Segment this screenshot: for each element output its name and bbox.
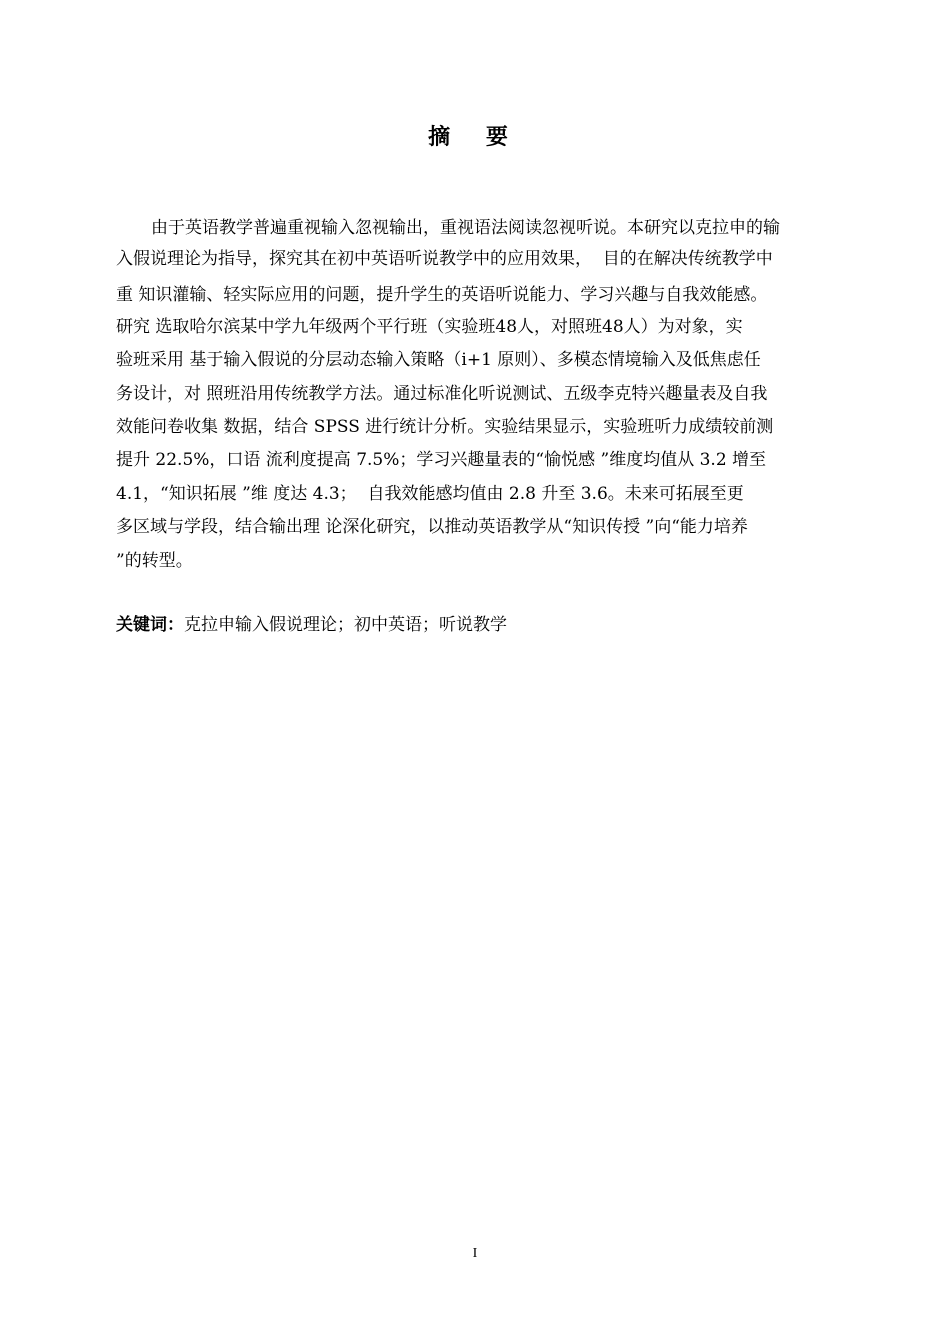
- abstract-line: 效能问卷收集 数据，结合 SPSS 进行统计分析。实验结果显示，实验班听力成绩较前测: [116, 417, 774, 437]
- abstract-line: 入假说理论为指导，探究其在初中英语听说教学中的应用效果， 目的在解决传统教学中: [116, 249, 773, 269]
- abstract-line: 4.1，“知识拓展 ”维 度达 4.3； 自我效能感均值由 2.8 升至 3.6。未来可拓展至更: [116, 484, 744, 504]
- keywords-text: 克拉申输入假说理论；初中英语；听说教学: [184, 615, 507, 635]
- abstract-line: 多区域与学段，结合输出理 论深化研究，以推动英语教学从“知识传授 ”向“能力培养: [116, 517, 748, 537]
- keywords-label: 关键词：: [116, 615, 184, 635]
- abstract-line: 验班采用 基于输入假说的分层动态输入策略（i+1 原则）、多模态情境输入及低焦虑任: [116, 350, 761, 370]
- abstract-line: 重 知识灌输、轻实际应用的问题，提升学生的英语听说能力、学习兴趣与自我效能感。: [116, 285, 768, 305]
- page-title: 摘 要: [428, 125, 522, 150]
- abstract-line: 研究 选取哈尔滨某中学九年级两个平行班（实验班48人，对照班48人）为对象，实: [116, 317, 743, 337]
- abstract-line: 务设计，对 照班沿用传统教学方法。通过标准化听说测试、五级李克特兴趣量表及自我: [116, 384, 768, 404]
- page-number: I: [472, 1246, 478, 1261]
- abstract-line: 提升 22.5%，口语 流利度提高 7.5%；学习兴趣量表的“愉悦感 ”维度均值从 3.2 增至: [116, 450, 767, 470]
- abstract-line: 由于英语教学普遍重视输入忽视输出，重视语法阅读忽视听说。本研究以克拉申的输: [151, 218, 780, 238]
- keywords-line: [116, 612, 860, 638]
- abstract-line: ”的转型。: [116, 551, 193, 571]
